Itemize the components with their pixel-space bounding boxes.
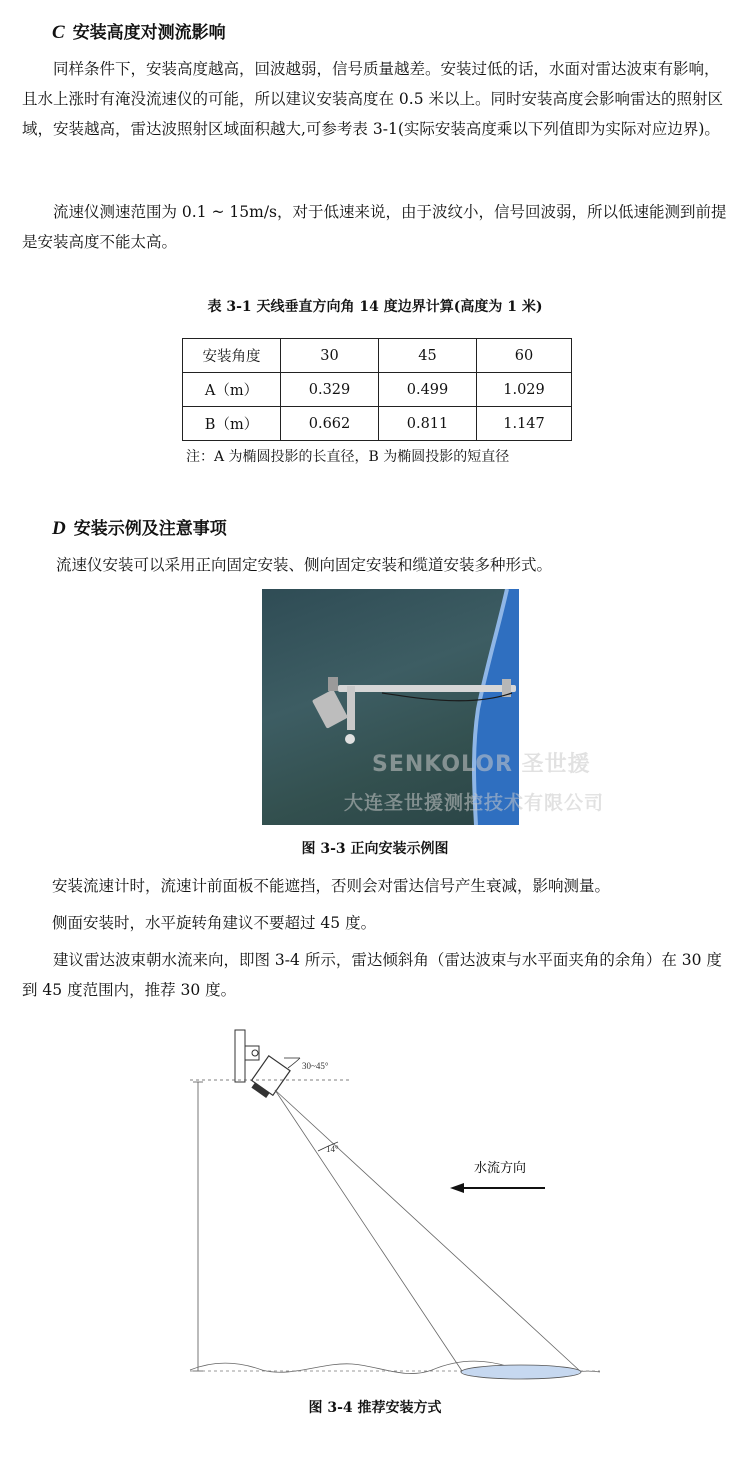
tilt-angle-label: 30~45°: [302, 1061, 329, 1071]
table-header-cell: 45: [379, 339, 477, 373]
table-caption: 表 3-1 天线垂直方向角 14 度边界计算(高度为 1 米): [207, 299, 543, 315]
flow-direction-label: 水流方向: [474, 1161, 527, 1176]
table-cell: 0.662: [281, 407, 379, 441]
table-row: [183, 373, 572, 407]
figure-3-3-caption: 图 3-3 正向安装示例图: [301, 841, 449, 857]
boundary-table: [182, 338, 572, 441]
section-c-title: 安装高度对测流影响: [72, 23, 226, 43]
radar-sensor: [248, 1056, 290, 1100]
section-d-intro: 流速仪安装可以采用正向固定安装、侧向固定安装和缆道安装多种形式。: [56, 556, 553, 574]
installation-diagram: [0, 1020, 750, 1390]
section-d-title: 安装示例及注意事项: [73, 519, 227, 539]
table-cell: 0.811: [379, 407, 477, 441]
table-cell: 0.329: [281, 373, 379, 407]
table-header-cell: 60: [477, 339, 572, 373]
table-header-cell: 30: [281, 339, 379, 373]
table-cell: 0.499: [379, 373, 477, 407]
section-d-line-2: 侧面安装时，水平旋转角建议不要超过 45 度。: [52, 914, 377, 932]
figure-3-4-caption: 图 3-4 推荐安装方式: [308, 1400, 442, 1416]
table-cell: 1.147: [477, 407, 572, 441]
beam-angle-label: 14°: [326, 1144, 339, 1154]
section-c-letter: C: [52, 22, 65, 43]
section-d-letter: D: [52, 518, 66, 539]
section-c-paragraph-1: 同样条件下，安装高度越高，回波越弱，信号质量越差。安装过低的话，水面对雷达波束有影响，且水上涨时有淹没流速仪的可能，所以建议安装高度在 0.5 米以上。同时安装高度会影响雷达的照射区域，安装越高，雷达波照射区域面积越大,可参考表 3-1(实际安装高度乘以下列值即为实际对应边界)。: [22, 60, 724, 138]
beam-footprint: [461, 1365, 581, 1379]
section-c-heading: [52, 18, 226, 44]
table-note: 注：A 为椭圆投影的长直径，B 为椭圆投影的短直径: [186, 449, 510, 465]
table-cell: 1.029: [477, 373, 572, 407]
watermark-company: 大连圣世援测控技术有限公司: [344, 792, 605, 814]
section-c-paragraph-2: 流速仪测速范围为 0.1 ~ 15m/s，对于低速来说，由于波纹小，信号回波弱，所以低速能测到前提是安装高度不能太高。: [22, 203, 727, 251]
table-cell: A（m）: [183, 373, 281, 407]
flow-arrow-icon: [450, 1183, 464, 1193]
section-d-line-3: 建议雷达波束朝水流来向，即图 3-4 所示，雷达倾斜角（雷达波束与水平面夹角的余角）在 30 度到 45 度范围内，推荐 30 度。: [22, 951, 722, 999]
section-d-line-1: 安装流速计时，流速计前面板不能遮挡，否则会对雷达信号产生衰减，影响测量。: [52, 877, 611, 895]
table-header-cell: 安装角度: [183, 339, 281, 373]
watermark-brand: SENKOLOR 圣世援: [372, 752, 591, 777]
table-header-row: [183, 339, 572, 373]
table-cell: B（m）: [183, 407, 281, 441]
table-row: [183, 407, 572, 441]
section-d-heading: [52, 514, 227, 540]
